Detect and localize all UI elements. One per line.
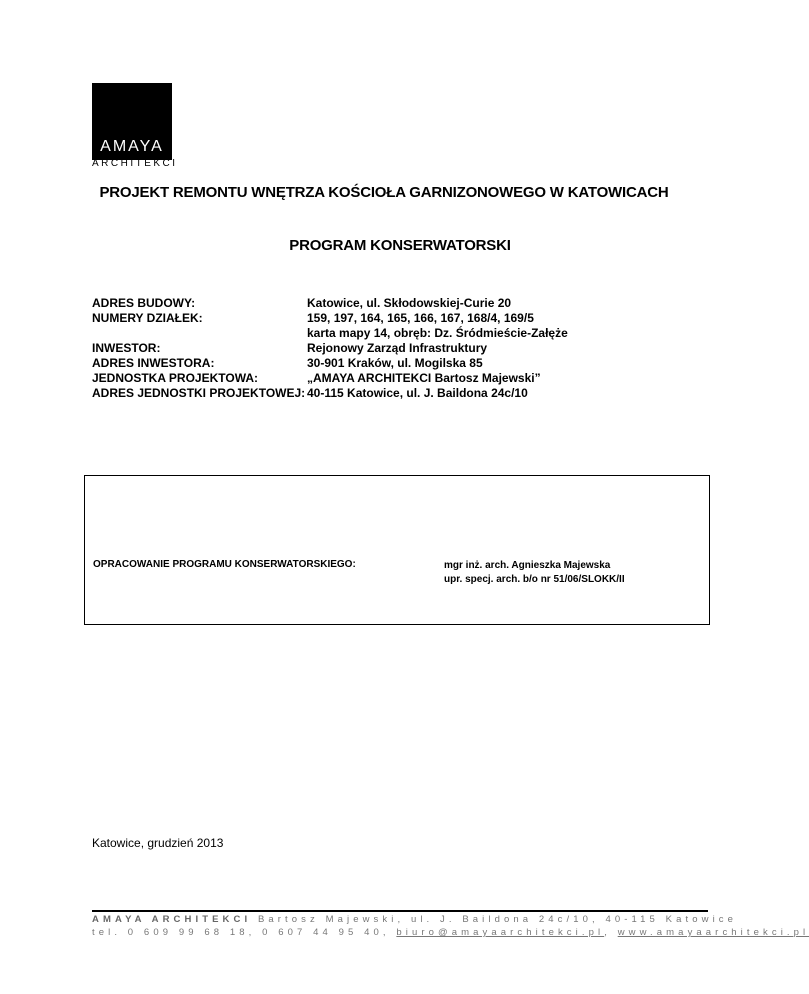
value-adres-jednostki: 40-115 Katowice, ul. J. Baildona 24c/10 (307, 386, 528, 400)
logo-mark (92, 83, 172, 160)
footer-divider (92, 910, 708, 912)
footer-address: Bartosz Majewski, ul. J. Baildona 24c/10, 40-115 Katowice (251, 914, 738, 925)
label-inwestor: INWESTOR: (92, 341, 161, 355)
footer-line-2 (92, 926, 809, 939)
footer-line-1 (92, 913, 738, 926)
value-karta-mapy: karta mapy 14, obręb: Dz. Śródmieście-Załęże (307, 326, 568, 340)
author-details (444, 559, 625, 587)
document-title: PROJEKT REMONTU WNĘTRZA KOŚCIOŁA GARNIZONOWEGO W KATOWICACH (99, 184, 669, 201)
label-numery-dzialek: NUMERY DZIAŁEK: (92, 311, 203, 325)
logo-subtitle: ARCHITEKCI (92, 158, 178, 169)
value-numery-dzialek: 159, 197, 164, 165, 166, 167, 168/4, 169/5 (307, 311, 534, 325)
label-jednostka-projektowa: JEDNOSTKA PROJEKTOWA: (92, 371, 259, 385)
footer-website-link[interactable]: www.amayaarchitekci.pl (617, 927, 809, 938)
info-values (307, 296, 568, 401)
footer-firm: AMAYA ARCHITEKCI (92, 914, 252, 925)
document-date: Katowice, grudzień 2013 (92, 836, 224, 850)
label-adres-budowy: ADRES BUDOWY: (92, 296, 196, 310)
value-inwestor: Rejonowy Zarząd Infrastruktury (307, 341, 488, 355)
info-labels (92, 296, 305, 401)
label-adres-jednostki: ADRES JEDNOSTKI PROJEKTOWEJ: (92, 386, 306, 400)
author-box-label: OPRACOWANIE PROGRAMU KONSERWATORSKIEGO: (93, 559, 356, 570)
footer-separator: , (604, 927, 618, 938)
author-name: mgr inż. arch. Agnieszka Majewska (444, 560, 611, 571)
logo-name: AMAYA (100, 138, 164, 155)
footer-email-link[interactable]: biuro@amayaarchitekci.pl (396, 927, 605, 938)
value-adres-budowy: Katowice, ul. Skłodowskiej-Curie 20 (307, 296, 512, 310)
footer-phone: tel. 0 609 99 68 18, 0 607 44 95 40, (92, 927, 397, 938)
value-adres-inwestora: 30-901 Kraków, ul. Mogilska 85 (307, 356, 483, 370)
label-blank (92, 326, 305, 341)
document-subtitle: PROGRAM KONSERWATORSKI (289, 237, 511, 254)
label-adres-inwestora: ADRES INWESTORA: (92, 356, 215, 370)
author-license: upr. specj. arch. b/o nr 51/06/SLOKK/II (444, 574, 625, 585)
footer (92, 913, 809, 939)
author-box (84, 475, 710, 625)
value-jednostka-projektowa: „AMAYA ARCHITEKCI Bartosz Majewski” (307, 371, 541, 385)
